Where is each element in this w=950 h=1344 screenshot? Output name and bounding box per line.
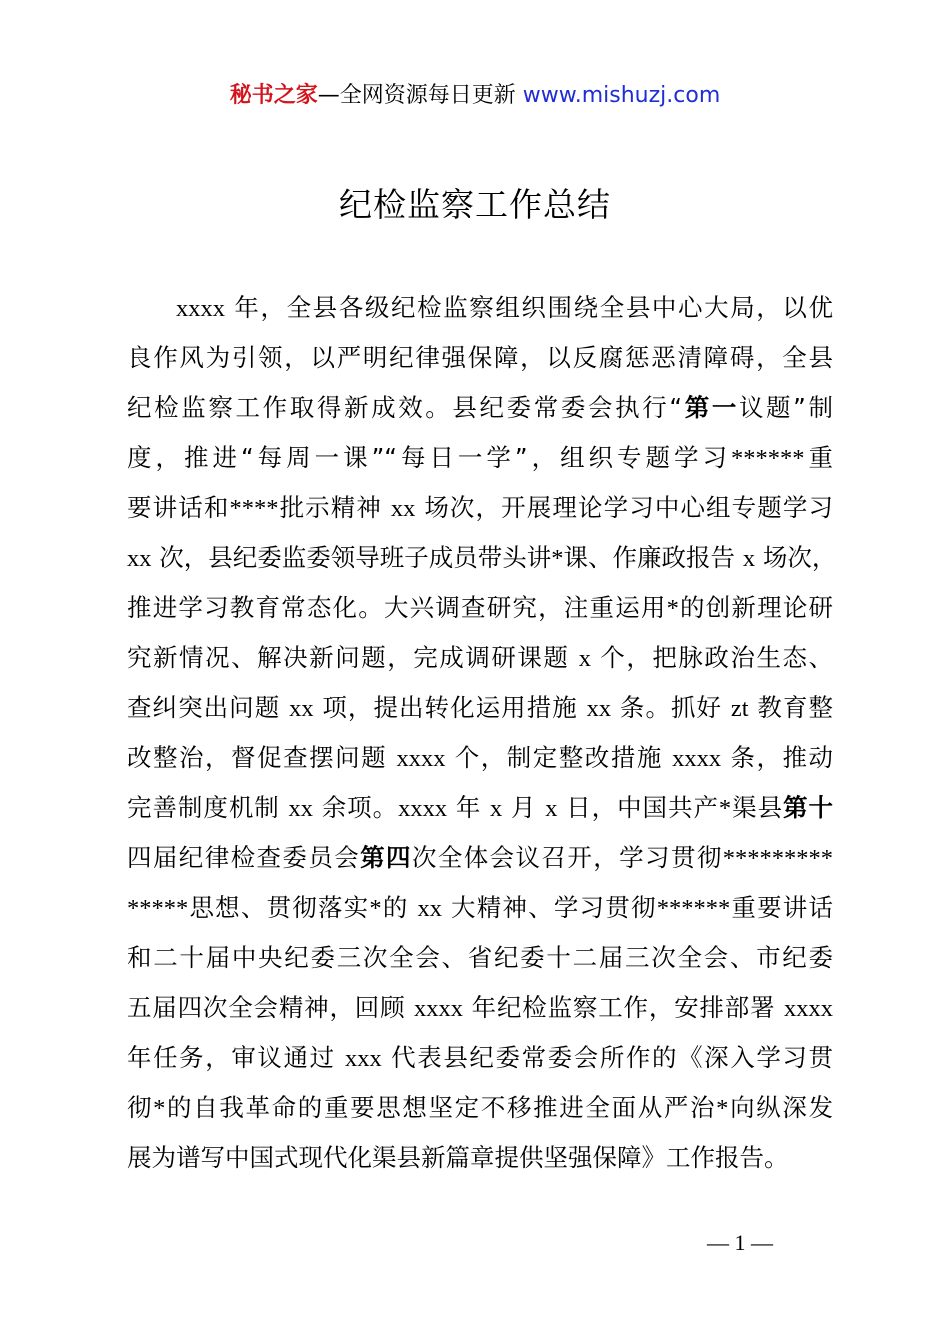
page-number: — 1 — [707,1230,773,1255]
document-title: 纪检监察工作总结 [339,185,611,224]
paragraph-line: xx 次，县纪委监委领导班子成员带头讲*课、作廉政报告 x 场次， [127,543,837,572]
paragraph-line: 四届纪律检查委员会第四次全体会议召开，学习贯彻********* [127,843,834,872]
paragraph-line: 要讲话和****批示精神 xx 场次，开展理论学习中心组专题学习 [127,493,833,522]
site-brand: 秘书之家 [229,83,318,108]
paragraph-line: *****思想、贯彻落实*的 xx 大精神、学习贯彻******重要讲话 [127,893,834,922]
paragraph-line: 良作风为引领，以严明纪律强保障，以反腐惩恶清障碍，全县 [127,343,833,372]
paragraph-line: 推进学习教育常态化。大兴调查研究，注重运用*的创新理论研 [127,593,834,622]
paragraph-line: 展为谱写中国式现代化渠县新篇章提供坚强保障》工作报告。 [127,1143,789,1172]
paragraph-line: 五届四次全会精神，回顾 xxxx 年纪检监察工作，安排部署 xxxx [127,993,833,1022]
paragraph-line: 究新情况、解决新问题，完成调研课题 x 个，把脉政治生态、 [127,643,833,672]
paragraph-line: 年任务，审议通过 xxx 代表县纪委常委会所作的《深入学习贯 [127,1043,833,1072]
paragraph-line: 完善制度机制 xx 余项。xxxx 年 x 月 x 日，中国共产*渠县第十 [127,793,834,822]
paragraph-line: 彻*的自我革命的重要思想坚定不移推进全面从严治*向纵深发 [127,1093,834,1122]
site-header [0,80,950,112]
paragraph-line: xxxx 年，全县各级纪检监察组织围绕全县中心大局，以优 [176,293,833,322]
paragraph-line: 查纠突出问题 xx 项，提出转化运用措施 xx 条。抓好 zt 教育整 [127,693,833,722]
paragraph-line: 度，推进“每周一课”“每日一学”，组织专题学习******重 [127,443,833,472]
paragraph-line: 改整治，督促查摆问题 xxxx 个，制定整改措施 xxxx 条，推动 [127,743,833,772]
site-url-link[interactable]: www.mishuzj.com [522,83,721,108]
site-tagline: —全网资源每日更新 [317,83,523,108]
paragraph-line: 纪检监察工作取得新成效。县纪委常委会执行“第一议题”制 [127,393,833,422]
body-paragraph [127,283,837,1183]
paragraph-line: 和二十届中央纪委三次全会、省纪委十二届三次全会、市纪委 [127,943,833,972]
